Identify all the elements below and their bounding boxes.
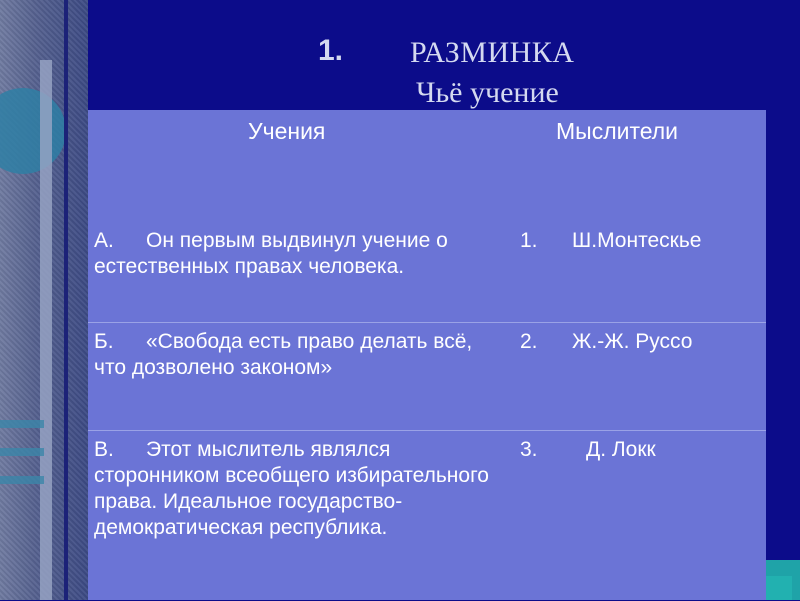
title-heading: РАЗМИНКА	[410, 36, 575, 69]
decorative-stripe	[0, 420, 44, 428]
teaching-text-start: Он первым выдвинул	[146, 229, 357, 252]
thinker-name: Ж.-Ж. Руссо	[572, 330, 693, 353]
teaching-cell	[94, 437, 494, 541]
teaching-cell	[94, 329, 494, 381]
thinker-cell	[520, 437, 760, 463]
header-thinkers: Мыслители	[556, 118, 679, 144]
decorative-circle	[0, 88, 66, 174]
thinker-number: 2.	[520, 330, 538, 353]
teaching-text-start: «Свобода есть право	[146, 330, 355, 353]
thinker-cell	[520, 329, 760, 355]
table-row	[88, 430, 766, 601]
teaching-letter: В.	[94, 438, 114, 461]
teaching-text-rest: сторонником всеобщего избирательного права. Идеальное государство-демократическая республика.	[94, 464, 489, 539]
teaching-cell	[94, 228, 494, 280]
left-decorative-strip	[0, 0, 88, 600]
teaching-letter: А.	[94, 229, 114, 252]
matching-table	[88, 110, 766, 600]
thinker-number: 1.	[520, 229, 538, 252]
thinker-number: 3.	[520, 438, 538, 461]
thinker-name: Д. Локк	[586, 438, 656, 461]
decorative-stripe	[0, 448, 44, 456]
teaching-text-rest: учение о естественных правах человека.	[94, 229, 448, 278]
teaching-text-start: Этот мыслитель являлся	[146, 438, 391, 461]
teaching-letter: Б.	[94, 330, 114, 353]
decorative-bar	[40, 60, 52, 600]
decorative-square	[764, 576, 792, 600]
title-number: 1.	[318, 34, 344, 67]
table-row	[88, 222, 766, 316]
table-row	[88, 322, 766, 431]
thinker-name: Ш.Монтескье	[572, 229, 702, 252]
decorative-stripe	[0, 476, 44, 484]
decorative-line	[64, 0, 68, 600]
title-subheading: Чьё учение	[416, 76, 559, 109]
teaching-text-rest: делать всё, что дозволено законом»	[94, 330, 473, 379]
thinker-cell	[520, 228, 760, 254]
header-teachings: Учения	[248, 118, 326, 144]
